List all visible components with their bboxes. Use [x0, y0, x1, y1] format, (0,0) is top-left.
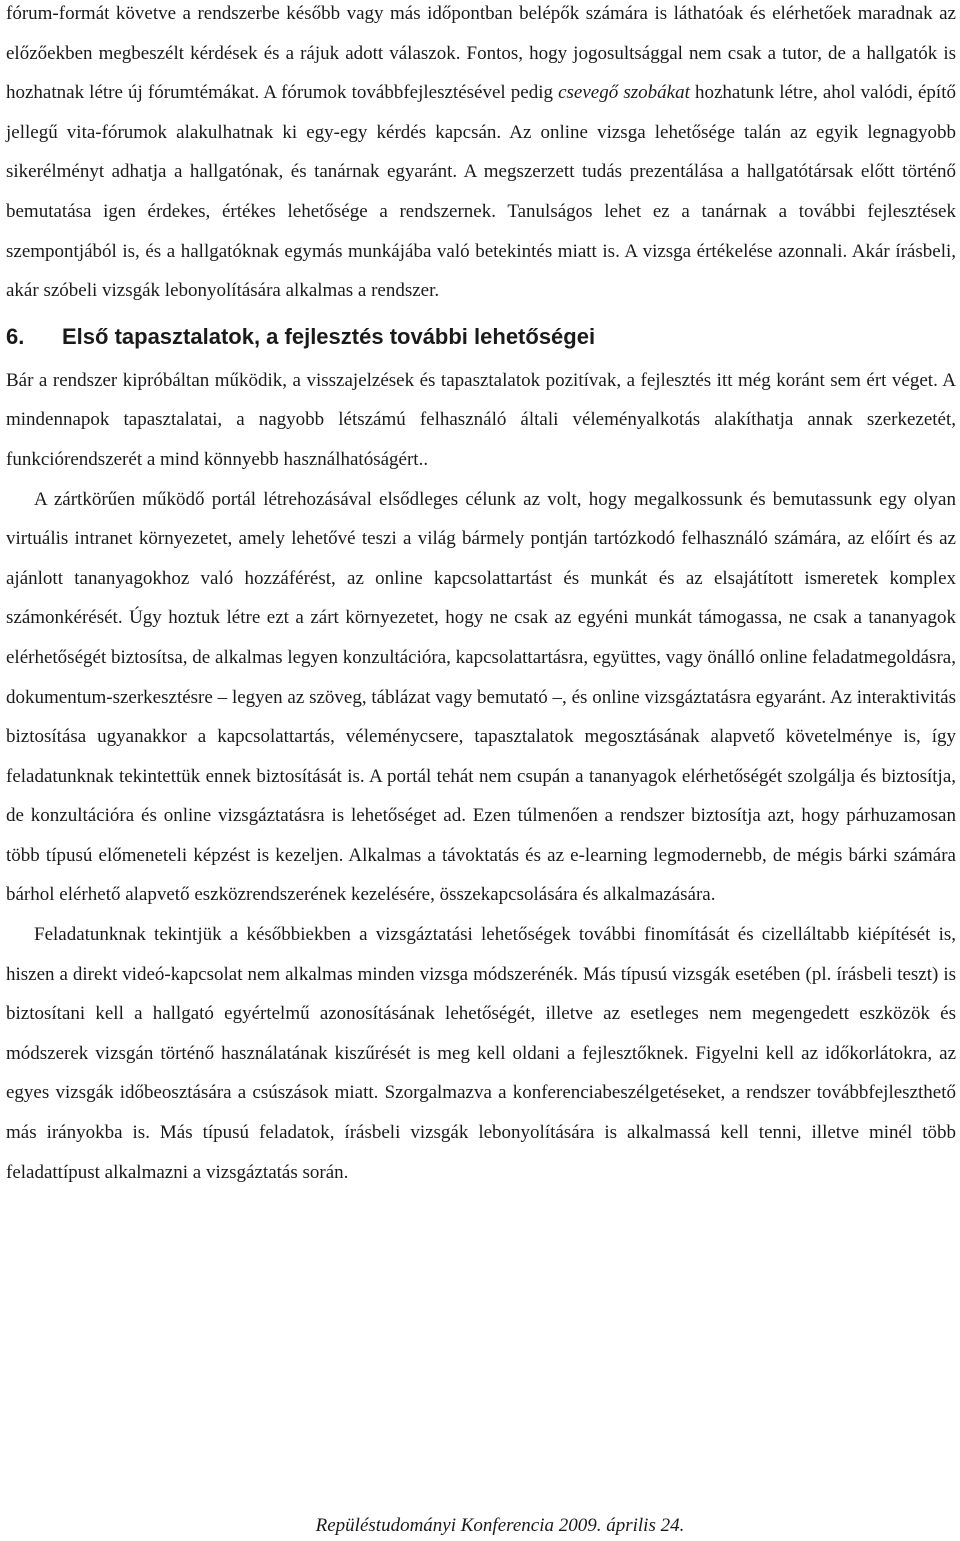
document-page	[6, 0, 956, 1192]
body-paragraph	[6, 0, 956, 311]
section-heading	[6, 323, 956, 351]
paragraph-text: hozhatunk létre, ahol valódi, építő jellegű vita-fórumok alakulhatnak ki egy-egy kérdés kapcsán. Az online vizsga lehetősége talán az egyik legnagyobb sikerélményt adhatja a hallgatónak, és tanárnak egyaránt. A megszerzett tudás prezentálása a hallgatótársak előtt történő bemutatása igen érdekes, értékes lehetősége a rendszernek. Tanulságos lehet ez a tanárnak a további fejlesztések szempontjából is, és a hallgatóknak egymás munkájába való betekintés miatt is. A vizsga értékelése azonnali. Akár írásbeli, akár szóbeli vizsgák lebonyolítására alkalmas a rendszer.	[6, 82, 956, 302]
paragraph-text: fórum-formát követve a rendszerbe később vagy más időpontban belépők számára is láthatóak és elérhetőek maradnak az előzőekben megbeszélt kérdések és a rájuk adott válaszok. Fontos, hogy jogosultsággal nem csak a tutor, de a hallgatók is hozhatnak létre új fórumtémákat. A fórumok továbbfejlesztésével pedig	[6, 3, 956, 104]
section-title: Első tapasztalatok, a fejlesztés további lehetőségei	[62, 323, 596, 349]
body-paragraph: A zártkörűen működő portál létrehozásával elsődleges célunk az volt, hogy megalkossunk és bemutassunk egy olyan virtuális intranet környezetet, amely lehetővé teszi a világ bármely pontján tartózkodó felhasználó számára, az előírt és az ajánlott tananyagokhoz való hozzáférést, az online kapcsolattartást és munkát és az elsajátított ismeretek komplex számonkérését. Úgy hoztuk létre ezt a zárt környezetet, hogy ne csak az egyéni munkát támogassa, ne csak a tananyagok elérhetőségét biztosítsa, de alkalmas legyen konzultációra, kapcsolattartásra, együttes, vagy önálló online feladatmegoldásra, dokumentum-szerkesztésre – legyen az szöveg, táblázat vagy bemutató –, és online vizsgáztatásra egyaránt. Az interaktivitás biztosítása ugyanakkor a kapcsolattartás, véleménycsere, tapasztalatok megosztásának alapvető követelménye is, így feladatunknak tekintettük ennek biztosítását is. A portál tehát nem csupán a tananyagok elérhetőségét szolgálja és biztosítja, de konzultációra és online vizsgáztatásra is lehetőséget ad. Ezen túlmenően a rendszer biztosítja azt, hogy párhuzamosan több típusú előmeneteli képzést is kezeljen. Alkalmas a távoktatás és az e-learning legmodernebb, de mégis bárki számára bárhol elérhető alapvető eszközrendszerének kezelésére, összekapcsolására és alkalmazására.	[6, 488, 956, 906]
page-footer: Repüléstudományi Konferencia 2009. április 24.	[315, 1515, 685, 1536]
section-number: 6.	[6, 323, 25, 349]
emphasized-term: csevegő szobákat	[558, 82, 690, 104]
body-paragraph: Bár a rendszer kipróbáltan működik, a visszajelzések és tapasztalatok pozitívak, a fejlesztés itt még koránt sem ért véget. A mindennapok tapasztalatai, a nagyobb létszámú felhasználó általi véleményalkotás alakíthatja annak szerkezetét, funkciórendszerét a mind könnyebb használhatóságért..	[6, 369, 956, 470]
body-paragraph: Feladatunknak tekintjük a későbbiekben a vizsgáztatási lehetőségek további finomítását és cizelláltabb kiépítését is, hiszen a direkt videó-kapcsolat nem alkalmas minden vizsga módszerénék. Más típusú vizsgák esetében (pl. írásbeli teszt) is biztosítani kell a hallgató egyértelmű azonosításának lehetőségét, illetve az esetleges nem megengedett eszközök és módszerek vizsgán történő használatának kiszűrését is meg kell oldani a fejlesztőknek. Figyelni kell az időkorlátokra, az egyes vizsgák időbeosztására a csúszások miatt. Szorgalmazva a konferenciabeszélgetéseket, a rendszer továbbfejleszthető más irányokba is. Más típusú feladatok, írásbeli vizsgák lebonyolítására is alkalmassá kell tenni, illetve minél több feladattípust alkalmazni a vizsgáztatás során.	[6, 924, 956, 1183]
